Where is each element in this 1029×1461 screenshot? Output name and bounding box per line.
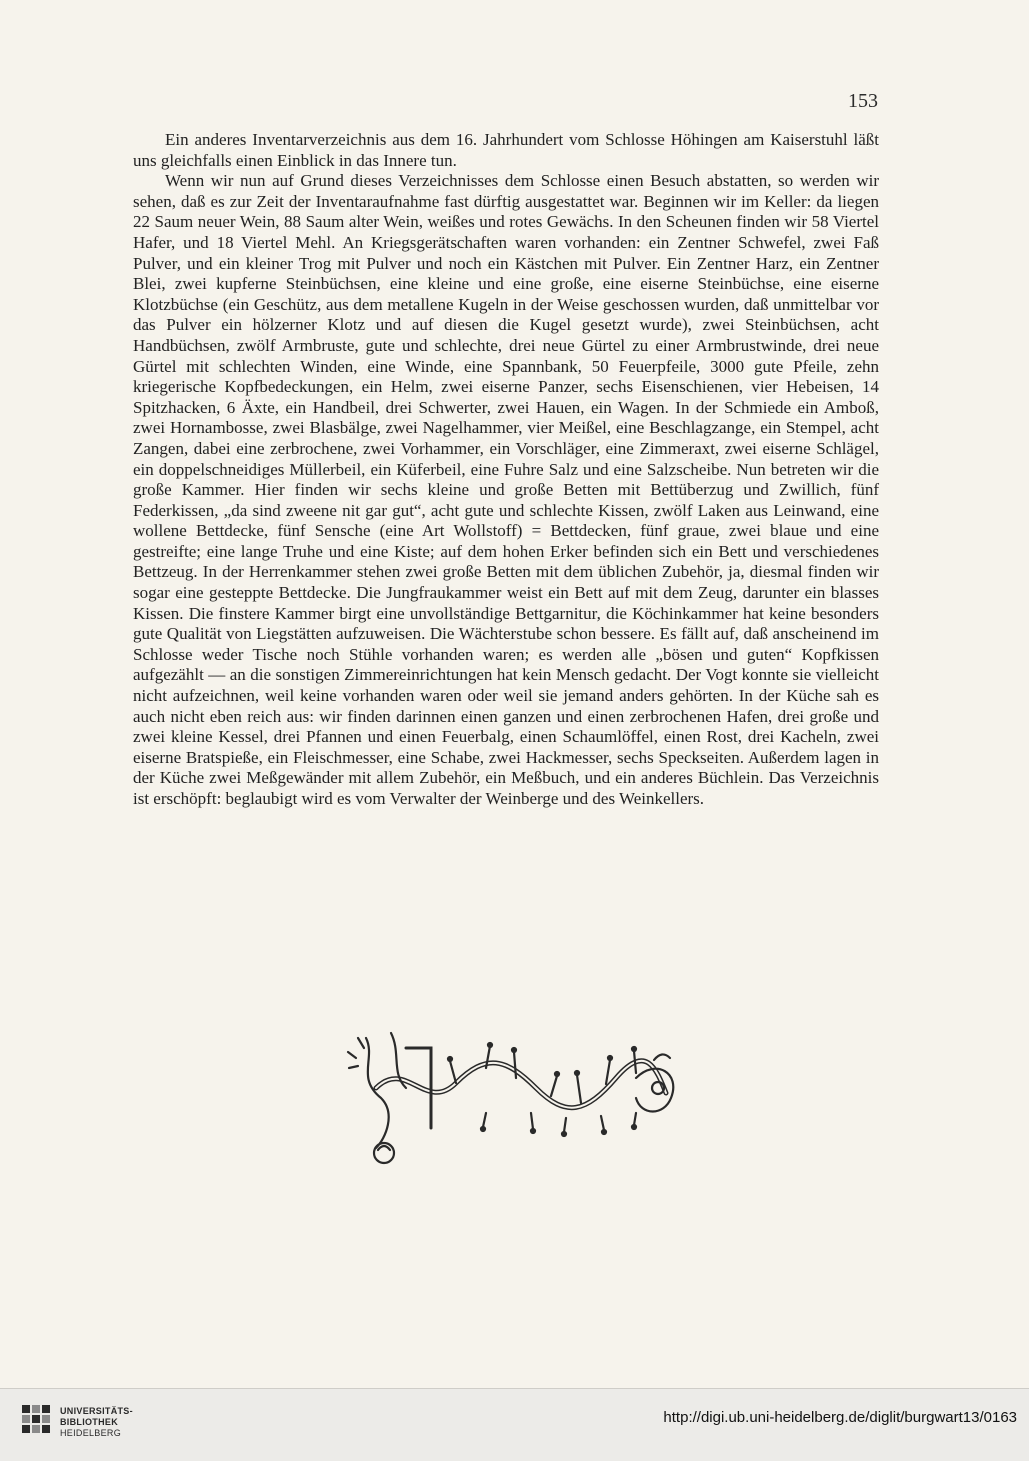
paragraph-1: Ein anderes Inventarverzeichnis aus dem 16. Jahrhundert vom Schlosse Höhingen am Kaiserstuhl läßt uns gleichfalls einen Einblick in das Innere tun.	[133, 130, 879, 170]
paragraph-2: Wenn wir nun auf Grund dieses Verzeichnisses dem Schlosse einen Besuch abstatten, so werden wir sehen, daß es zur Zeit der Inventaraufnahme fast dürftig ausgestattet war. Beginnen wir im Keller: da liegen 22 Saum neuer Wein, 88 Saum alter Wein, weißes und rotes Gewächs. In den Scheunen finden wir 58 Viertel Hafer, und 18 Viertel Mehl. An Kriegsgerätschaften waren vorhanden: ein Zentner Schwefel, zwei Faß Pulver, und ein kleiner Trog mit Pulver und noch ein Kästchen mit Pulver. Ein Zentner Harz, ein Zentner Blei, zwei kupferne Steinbüchsen, eine kleine und eine große, eine eiserne Steinbüchse, eine eiserne Klotzbüchse (ein Geschütz, aus dem metallene Kugeln in der Weise geschossen wurden, daß unmittelbar vor das Pulver ein hölzerner Klotz und auf diesen die Kugel gesetzt wurde), zwei Steinbüchsen, acht Handbüchsen, zwölf Armbruste, gute und schlechte, drei neue Gürtel zu einer Armbrustwinde, drei neue Gürtel mit schlechten Winden, eine Winde, eine Spannbank, 50 Feuerpfeile, 3000 gute Pfeile, zehn kriegerische Kopfbedeckungen, ein Helm, zwei eiserne Panzer, sechs Eisenschienen, vier Hebeisen, 14 Spitzhacken, 6 Äxte, ein Handbeil, drei Schwerter, zwei Hauen, ein Wagen. In der Schmiede ein Amboß, zwei Hornambosse, zwei Blasbälge, zwei Nagelhammer, vier Meißel, eine Beschlagzange, ein Stempel, acht Zangen, dabei eine zerbrochene, zwei Vorhammer, ein Vorschläger, eine Zimmeraxt, zwei eiserne Schlägel, ein doppelschneidiges Müllerbeil, ein Küferbeil, eine Fuhre Salz und eine Salzscheibe. Nun betreten wir die große Kammer. Hier finden wir sechs kleine und große Betten mit Bettüberzug und Zwillich, fünf Federkissen, „da sind zweene nit gar gut“, acht gute und schlechte Kissen, zwölf Laken aus Leinwand, eine wollene Bettdecke, fünf Sensche (eine Art Wollstoff) = Bettdecken, fünf graue, zwei blaue und eine gestreifte; eine lange Truhe und eine Kiste; auf dem hohen Erker befinden sich ein Bett und verschiedenes Bettzeug. In der Herrenkammer stehen zwei große Betten mit dem üblichen Zubehör, ja, diesmal finden wir sogar eine gesteppte Bettdecke. Die Jungfraukammer weist ein Bett auf mit dem Zeug, darunter ein blasses Kissen. Die finstere Kammer birgt eine unvollständige Bettgarnitur, die Köchinkammer hat keine besonders gute Qualität von Liegstätten aufzuweisen. Die Wächterstube schon bessere. Es fällt auf, daß anscheinend im Schlosse weder Tische noch Stühle vorhanden waren; es werden alle „bösen und guten“ Kopfkissen aufgezählt — an die sonstigen Zimmereinrichtungen hat kein Mensch gedacht. Der Vogt konnte sie vielleicht nicht aufzeichnen, weil keine vorhanden waren oder weil sie jemand anders gehörten. In der Küche sah es auch nicht eben reich aus: wir finden darinnen einen ganzen und einen zerbrochenen Hafen, drei große und zwei kleine Kessel, drei Pfannen und einen Feuerbalg, einen Schaumlöffel, einen Rost, drei Kacheln, zwei eiserne Bratspieße, ein Fleischmesser, eine Schabe, zwei Hackmesser, sechs Speckseiten. Außerdem lagen in der Küche zwei Meßgewänder mit allem Zubehör, ein Meßbuch, und ein anderes Büchlein. Das Verzeichnis ist erschöpft: beglaubigt wird es vom Verwalter der Weinberge und des Weinkellers.	[133, 171, 879, 808]
library-name-line-2: BIBLIOTHEK	[60, 1417, 118, 1427]
library-name-line-1: UNIVERSITÄTS-	[60, 1406, 133, 1416]
body-text	[133, 130, 879, 810]
footer-bar	[0, 1388, 1029, 1461]
source-url-link[interactable]: http://digi.ub.uni-heidelberg.de/diglit/burgwart13/0163	[663, 1409, 1017, 1426]
page-number: 153	[848, 90, 878, 112]
university-library-logo-icon	[20, 1403, 52, 1443]
vignette-ornament	[336, 1018, 686, 1168]
library-name-line-3: HEIDELBERG	[60, 1428, 122, 1438]
library-name	[60, 1406, 133, 1439]
